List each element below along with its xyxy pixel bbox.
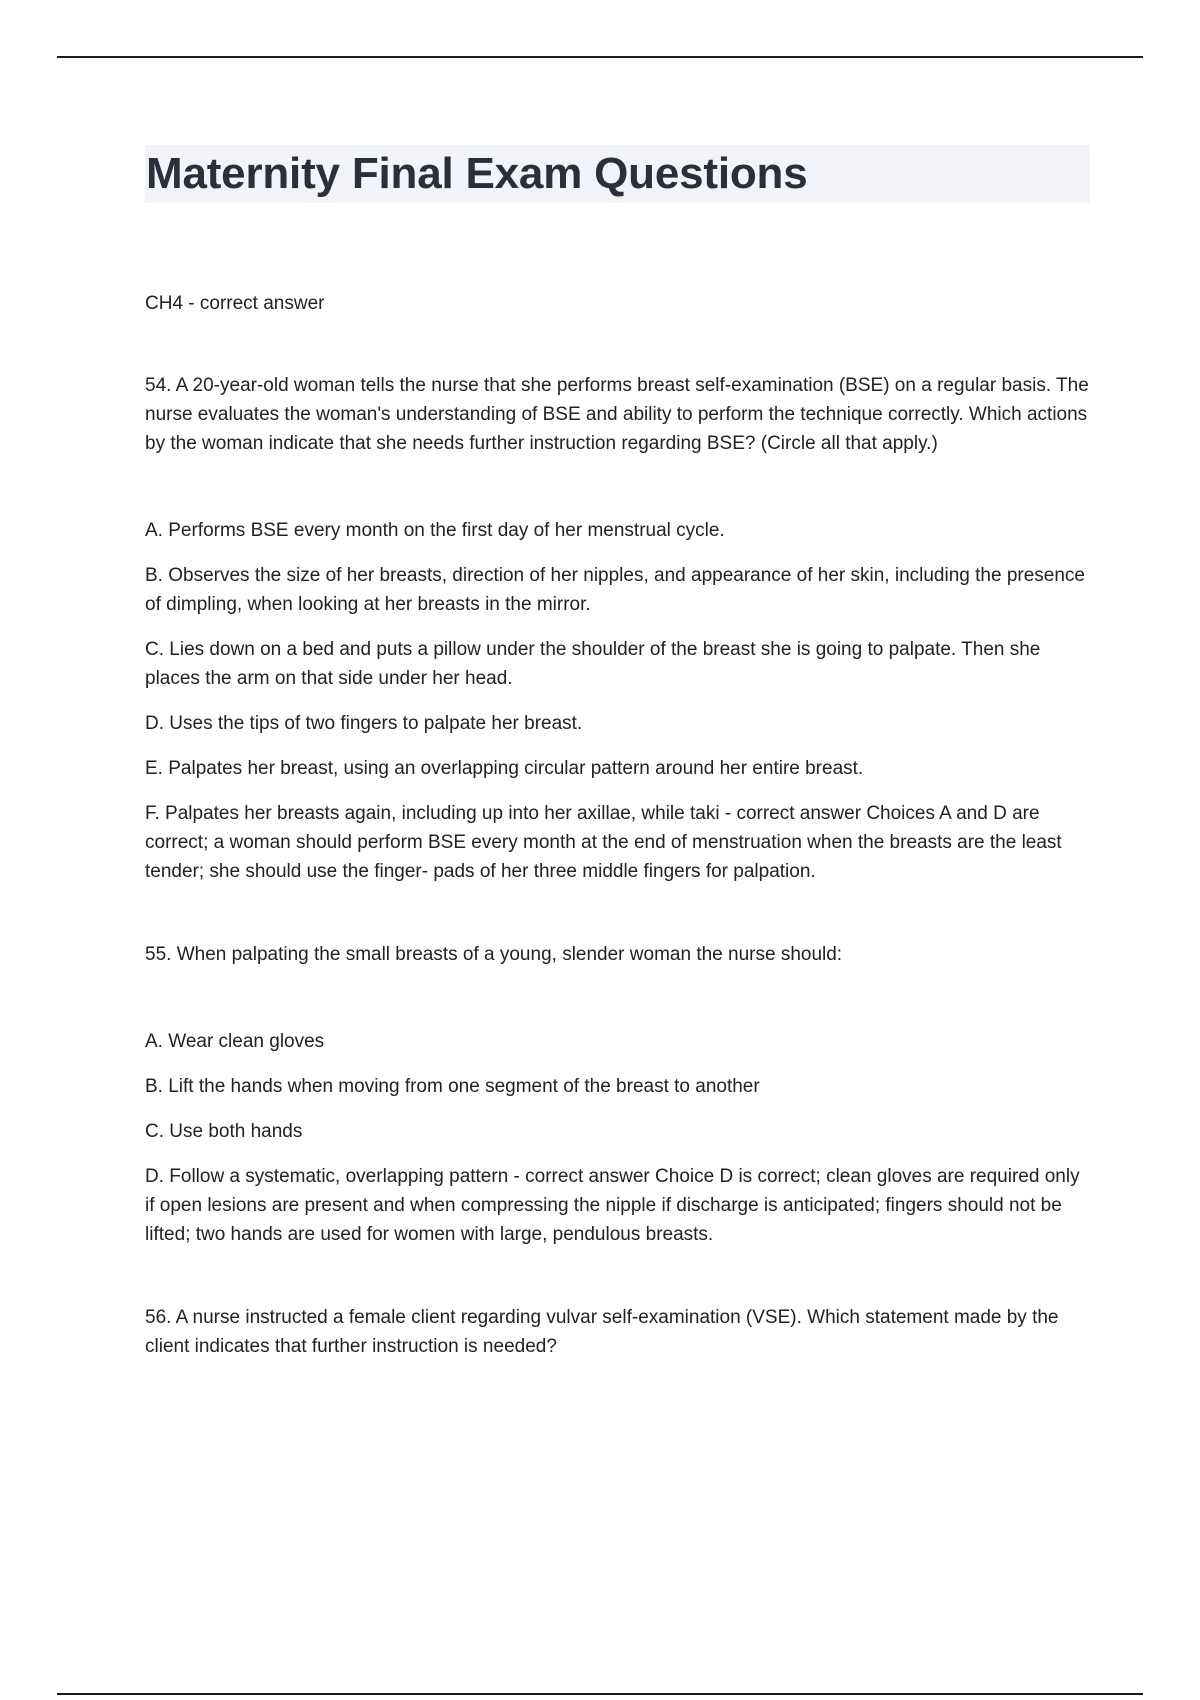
option-d-with-answer: D. Follow a systematic, overlapping pattern - correct answer Choice D is correct; clean gloves are required only if open lesions are present and when compressing the nipple if discharge is anticipated; fingers should not be lifted; two hands are used for women with large, pendulous breasts. [145, 1166, 1080, 1245]
title-banner [145, 145, 1090, 203]
bottom-rule [57, 1693, 1143, 1695]
option-b: B. Lift the hands when moving from one segment of the breast to another [145, 1076, 760, 1097]
option-c: C. Use both hands [145, 1121, 303, 1142]
option-d: D. Uses the tips of two fingers to palpate her breast. [145, 713, 583, 734]
option-a: A. Performs BSE every month on the first day of her menstrual cycle. [145, 520, 725, 541]
question-stem: 55. When palpating the small breasts of a young, slender woman the nurse should: [145, 944, 843, 965]
document-title: Maternity Final Exam Questions [146, 149, 808, 198]
option-f-with-answer: F. Palpates her breasts again, including up into her axillae, while taki - correct answer Choices A and D are correct; a woman should perform BSE every month at the end of menstruation when the breasts are the least tender; she should use the finger- pads of her three middle fingers for palpation. [145, 803, 1062, 882]
chapter-line: CH4 - correct answer [145, 293, 325, 314]
question-55 [145, 940, 1090, 1249]
question-stem: 54. A 20-year-old woman tells the nurse that she performs breast self-examination (BSE) on a regular basis. The nurse evaluates the woman's understanding of BSE and ability to perform the technique correctly. Which actions by the woman indicate that she needs further instruction regarding BSE? (Circle all that apply.) [145, 375, 1089, 454]
question-stem: 56. A nurse instructed a female client regarding vulvar self-examination (VSE). Which statement made by the client indicates that further instruction is needed? [145, 1307, 1059, 1357]
option-a: A. Wear clean gloves [145, 1031, 325, 1052]
top-rule [57, 56, 1143, 58]
option-c: C. Lies down on a bed and puts a pillow under the shoulder of the breast she is going to palpate. Then she places the arm on that side under her head. [145, 639, 1041, 689]
page-content [145, 145, 1090, 1361]
option-e: E. Palpates her breast, using an overlapping circular pattern around her entire breast. [145, 758, 864, 779]
option-list [145, 516, 1090, 886]
question-54 [145, 371, 1090, 886]
question-56 [145, 1303, 1090, 1361]
option-b: B. Observes the size of her breasts, direction of her nipples, and appearance of her skin, including the presence of dimpling, when looking at her breasts in the mirror. [145, 565, 1085, 615]
option-list [145, 1027, 1090, 1249]
